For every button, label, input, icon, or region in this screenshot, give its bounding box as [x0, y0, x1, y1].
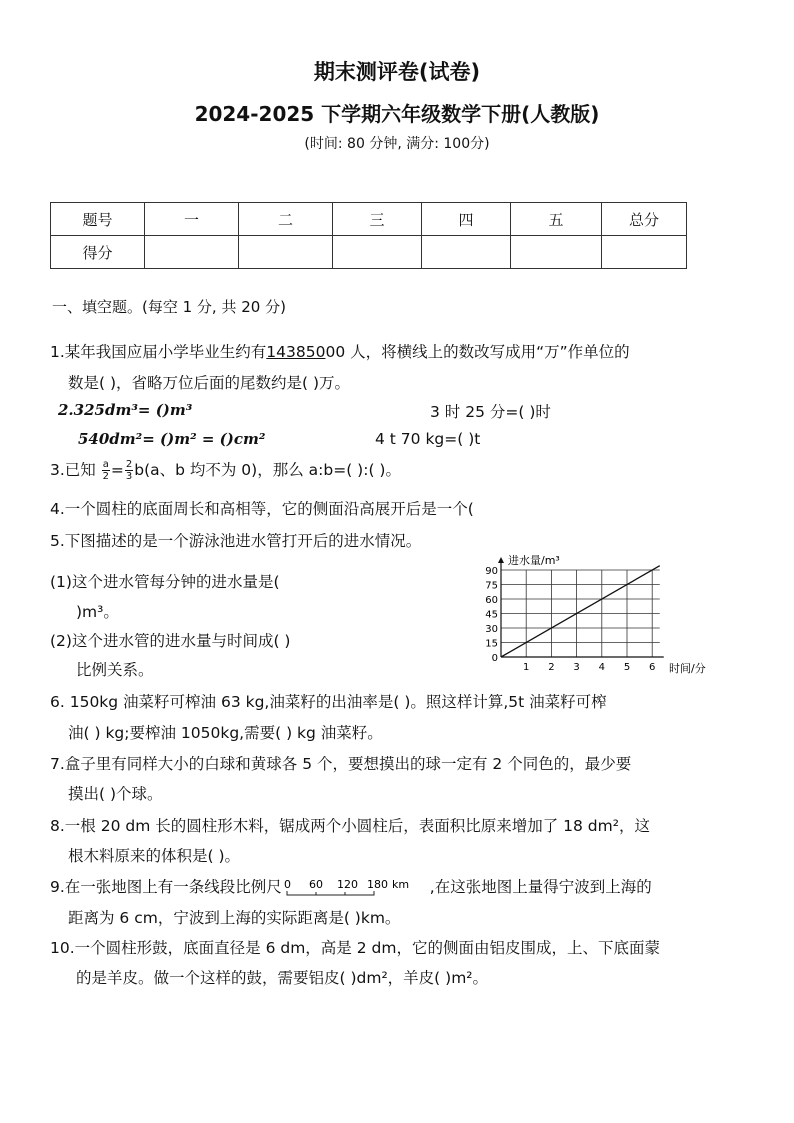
q1-unit-conv-1: 2.325dm³= ()m³: [58, 401, 193, 419]
question-5-sub-1: (1)这个进水管每分钟的进水量是(: [50, 573, 280, 591]
chart-axes: [498, 557, 664, 657]
exam-subtitle: 2024-2025 下学期六年级数学下册(人教版): [194, 102, 600, 126]
question-5-sub-1-unit: )m³。: [76, 603, 119, 621]
q1-text-a: 1.某年我国应届小学毕业生约有: [50, 343, 267, 361]
chart-y-axis-arrow: [498, 557, 504, 563]
q3-f1-numerator: a: [102, 459, 109, 470]
score-table-score-row: [51, 236, 687, 269]
score-header-cell: 四: [422, 203, 511, 236]
scale-bar-line: [287, 891, 374, 895]
scale-unit: km: [391, 878, 409, 891]
score-cell[interactable]: [422, 236, 511, 269]
q3-f2-numerator: 2: [125, 459, 133, 470]
question-7-line-2: 摸出( )个球。: [68, 785, 163, 803]
question-8-line-1: 8.一根 20 dm 长的圆柱形木料，锯成两个小圆柱后，表面积比原来增加了 18 dm²，这: [50, 817, 650, 835]
chart-series: [501, 566, 660, 657]
scale-label: 180: [366, 878, 388, 891]
question-10-line-2: 的是羊皮。做一个这样的鼓，需要铝皮( )dm²，羊皮( )m²。: [76, 969, 489, 987]
question-4: 4.一个圆柱的底面周长和高相等，它的侧面沿高展开后是一个(: [50, 500, 474, 518]
question-1-line-1: [50, 340, 630, 362]
exam-title: 期末测评卷(试卷): [313, 60, 481, 84]
chart-x-axis-label: 时间/分: [669, 662, 706, 675]
scale-label: 120: [336, 878, 358, 891]
q1-unit-conv-2: 3 时 25 分=( )时: [430, 403, 551, 421]
question-9-line-1: [50, 875, 652, 897]
question-5-sub-2b: 比例关系。: [76, 661, 154, 679]
q3-equals: =: [110, 461, 124, 479]
question-7-line-1: 7.盒子里有同样大小的白球和黄球各 5 个，要想摸出的球一定有 2 个同色的，最少要: [50, 755, 632, 773]
section-1-heading: 一、填空题。(每空 1 分, 共 20 分): [52, 298, 286, 316]
chart-x-tick-label: 5: [623, 662, 631, 673]
chart-y-tick-label: 0: [491, 653, 498, 664]
q1-text-tail: 00 人，将横线上的数改写成用“万”作单位的: [325, 343, 630, 361]
q3-fraction-2: [125, 459, 133, 482]
score-cell[interactable]: [602, 236, 687, 269]
chart-x-tick-label: 3: [573, 662, 580, 673]
scale-label: 0: [283, 878, 291, 891]
q1-number: 143850: [266, 343, 326, 361]
q9-text-a: 9.在一张地图上有一条线段比例尺: [50, 878, 282, 896]
question-5-sub-2: (2)这个进水管的进水量与时间成( ): [50, 632, 291, 650]
q1-unit-conv-4: 4 t 70 kg=( )t: [375, 430, 481, 448]
chart-x-tick-label: 1: [523, 662, 530, 673]
water-inflow-chart: [470, 548, 730, 678]
question-6-line-1: 6. 150kg 油菜籽可榨油 63 kg,油菜籽的出油率是( )。照这样计算,5t 油菜籽可榨: [50, 693, 607, 711]
question-8-line-2: 根木料原来的体积是( )。: [68, 847, 241, 865]
question-1-line-2: 数是( )，省略万位后面的尾数约是( )万。: [68, 374, 351, 392]
score-cell[interactable]: [239, 236, 333, 269]
q3-suffix: b(a、b 均不为 0)，那么 a:b=( ):( )。: [134, 461, 401, 479]
score-cell[interactable]: [145, 236, 239, 269]
chart-y-tick-label: 90: [485, 566, 498, 577]
score-header-cell: 总分: [602, 203, 687, 236]
chart-y-tick-label: 75: [485, 580, 498, 592]
chart-y-tick-label: 30: [485, 624, 498, 635]
chart-x-tick-label: 6: [649, 662, 656, 673]
q3-prefix: 3.已知: [50, 461, 101, 479]
score-header-cell: 三: [333, 203, 422, 236]
chart-y-tick-label: 60: [485, 595, 498, 606]
score-row-label: 得分: [51, 236, 145, 269]
question-9-line-2: 距离为 6 cm，宁波到上海的实际距离是( )km。: [68, 909, 401, 927]
q1-unit-conv-3: 540dm²= ()m² = ()cm²: [78, 430, 266, 448]
question-6-line-2: 油( ) kg;要榨油 1050kg,需要( ) kg 油菜籽。: [68, 724, 383, 742]
chart-y-tick-label: 45: [485, 609, 498, 621]
question-5-stem: 5.下图描述的是一个游泳池进水管打开后的进水情况。: [50, 532, 422, 550]
q3-f2-denominator: 3: [125, 471, 133, 482]
q9-text-a2: ,在这张地图上量得宁波到上海的: [429, 878, 652, 896]
q3-f1-denominator: 2: [102, 471, 109, 482]
score-table: [50, 202, 687, 269]
chart-y-tick-label: 15: [485, 638, 498, 650]
map-scale-bar: [282, 875, 430, 897]
q3-fraction-1: [102, 459, 110, 482]
score-header-cell: 五: [511, 203, 602, 236]
score-header-cell: 题号: [51, 203, 145, 236]
question-10-line-1: 10.一个圆柱形鼓，底面直径是 6 dm，高是 2 dm，它的侧面由铝皮围成，上、下底面蒙: [50, 939, 660, 957]
question-3: [50, 458, 401, 482]
score-table-header-row: [51, 203, 687, 236]
score-header-cell: 二: [239, 203, 333, 236]
scale-label: 60: [308, 878, 323, 891]
score-cell[interactable]: [333, 236, 422, 269]
score-cell[interactable]: [511, 236, 602, 269]
chart-series-line: [501, 566, 660, 657]
chart-y-axis-label: 进水量/m³: [508, 554, 560, 567]
exam-time-info: (时间: 80 分钟, 满分: 100分): [304, 136, 490, 152]
score-header-cell: 一: [145, 203, 239, 236]
chart-x-tick-label: 4: [598, 662, 605, 673]
chart-x-tick-label: 2: [548, 662, 555, 673]
